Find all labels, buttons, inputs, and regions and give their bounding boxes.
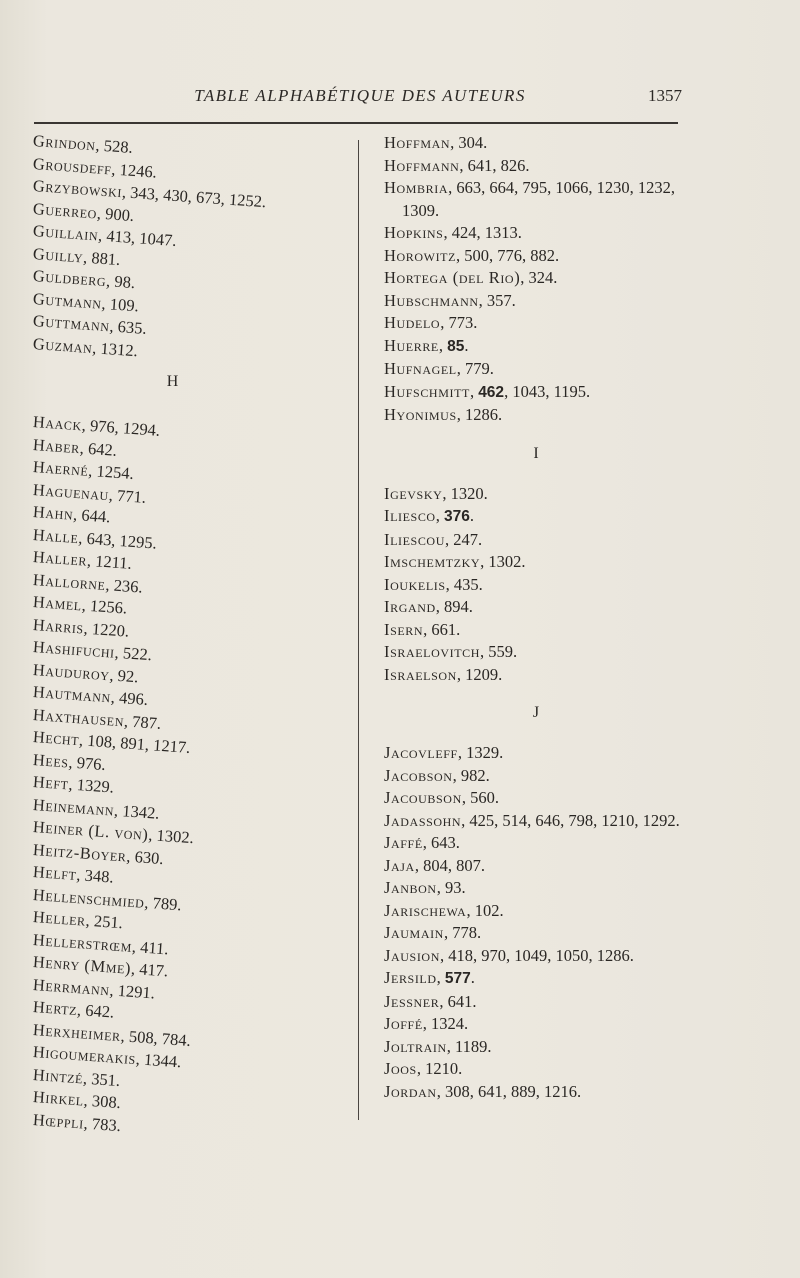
author-name: Hahn <box>32 502 74 524</box>
page-refs: 661. <box>431 619 461 639</box>
comma-separator: , <box>120 1025 130 1046</box>
bold-page-ref: 462 <box>478 383 505 401</box>
page-refs: 773. <box>448 313 478 332</box>
page-refs: 642. <box>84 1000 115 1022</box>
page-refs: 351. <box>90 1068 121 1090</box>
index-entry <box>384 967 699 991</box>
comma-separator: , <box>67 752 78 772</box>
author-name: Guzman <box>32 333 94 357</box>
running-title: TABLE ALPHABÉTIQUE DES AUTEURS <box>194 86 526 105</box>
author-name: Joltrain <box>384 1036 447 1056</box>
author-name: Hombria <box>384 178 449 197</box>
comma-separator: , <box>422 833 432 852</box>
index-entry <box>384 335 699 359</box>
h-entries-list <box>32 411 353 1135</box>
index-entry <box>384 312 699 335</box>
index-entry <box>384 596 699 619</box>
index-entry <box>384 922 699 945</box>
author-name: Horowitz <box>384 245 457 265</box>
page-refs: 1254. <box>95 461 135 484</box>
page-refs: 251. <box>93 911 124 933</box>
comma-separator: , <box>67 774 78 795</box>
index-entry <box>384 290 699 313</box>
page-refs: 641. <box>447 991 477 1011</box>
author-name: Helft <box>32 862 78 885</box>
comma-separator: , <box>123 710 133 731</box>
page-refs: 804, 807. <box>423 855 485 875</box>
comma-separator: , <box>414 855 424 875</box>
page-refs: 778. <box>452 923 482 942</box>
index-entry <box>384 619 699 642</box>
author-name: Jersild <box>384 968 437 987</box>
page-refs: 109. <box>109 293 140 315</box>
page-number: 1357 <box>648 86 682 105</box>
comma-separator: , <box>416 1059 426 1078</box>
page-refs: 1211. <box>94 551 133 573</box>
comma-separator: , <box>125 846 136 866</box>
index-entry <box>384 574 699 597</box>
section-letter-h: H <box>166 373 180 390</box>
comma-separator: , <box>452 765 461 785</box>
page-refs: 976. <box>76 752 107 774</box>
page-refs: 976, 1294. <box>89 416 161 440</box>
author-name: Grzybowski <box>32 176 123 202</box>
author-name: Hopkins <box>384 223 444 242</box>
author-name: Ioukelis <box>384 574 446 594</box>
author-name: Igevsky <box>384 483 443 503</box>
page-refs: 92. <box>117 665 140 686</box>
bold-page-ref: 85 <box>447 337 465 355</box>
page-refs: 982. <box>460 765 490 785</box>
comma-separator: , <box>97 225 108 246</box>
page-refs: 881. <box>90 247 121 269</box>
page-refs: 1342. <box>121 800 161 823</box>
author-name: Jaffé <box>384 833 423 852</box>
author-name: Haber <box>32 434 81 457</box>
author-name: Heinemann <box>32 794 115 820</box>
author-name: Jacoubson <box>384 788 462 807</box>
comma-separator: , <box>110 687 120 707</box>
page-refs: 108, 891, 1217. <box>86 730 191 757</box>
page-refs-after: . <box>469 506 474 525</box>
page-refs: 1324. <box>431 1014 469 1033</box>
author-name: Grousdeff <box>32 153 113 178</box>
page-refs-after: . <box>470 968 475 987</box>
author-name: Iliescou <box>384 529 445 549</box>
author-name: Haxthausen <box>32 704 125 730</box>
index-entry <box>384 505 699 529</box>
index-entry <box>384 155 699 178</box>
page-refs: 1329. <box>76 775 115 797</box>
author-name: Guttmann <box>32 311 111 336</box>
comma-separator: , <box>79 437 89 458</box>
author-name: Hintzé <box>32 1064 84 1087</box>
comma-separator: , <box>121 182 131 202</box>
page-refs: 435. <box>453 574 483 594</box>
comma-separator: , <box>113 800 124 820</box>
author-name: Heitz-Boyer <box>32 839 128 866</box>
index-entry <box>384 855 699 878</box>
running-header <box>0 86 800 110</box>
page-refs: 643. <box>431 833 460 852</box>
comma-separator: , <box>461 788 471 807</box>
author-name: Jacovleff <box>384 743 458 762</box>
author-name: Guerreo <box>32 198 98 222</box>
index-entry <box>384 832 699 855</box>
page-refs: 894. <box>444 597 473 616</box>
page-refs: 304. <box>458 133 488 152</box>
author-name: Heiner (L. von) <box>32 817 150 845</box>
author-name: Harris <box>32 614 85 638</box>
page-refs: 1256. <box>89 596 128 618</box>
page-refs: 236. <box>113 575 144 597</box>
index-entry <box>384 358 699 381</box>
comma-separator: , <box>87 460 98 481</box>
author-name: Hoffman <box>384 133 451 152</box>
page-refs: 247. <box>453 529 483 549</box>
index-entry <box>384 381 699 405</box>
author-name: Irgand <box>384 597 436 616</box>
page-refs: 663, 664, 795, 1066, 1230, 1232, 1309. <box>402 178 675 220</box>
comma-separator: , <box>108 979 119 1000</box>
comma-separator: , <box>435 597 445 616</box>
author-name: Jaumain <box>384 923 444 942</box>
author-name: Jadassohn <box>384 810 462 830</box>
page-refs: 1344. <box>143 1049 182 1072</box>
page-refs: 418, 970, 1049, 1050, 1286. <box>448 945 634 965</box>
index-entry <box>384 1058 699 1081</box>
page-refs: 787. <box>131 711 162 733</box>
i-entries-list <box>384 483 699 687</box>
page-refs: 522. <box>122 643 153 665</box>
comma-separator: , <box>105 271 116 291</box>
page-refs: 1291. <box>117 980 156 1002</box>
index-entry <box>384 765 699 788</box>
comma-separator: , <box>520 268 529 287</box>
author-name: Iliesco <box>384 506 436 525</box>
page-refs: 783. <box>91 1113 122 1135</box>
comma-separator: , <box>135 1049 145 1069</box>
page-refs-after: , 1043, 1195. <box>504 381 591 401</box>
comma-separator: , <box>108 664 119 685</box>
index-entry <box>384 742 699 765</box>
author-name: Hoffmann <box>384 155 460 175</box>
page-refs: 1302. <box>488 552 526 571</box>
page-refs: 413, 1047. <box>105 226 178 251</box>
page-refs: 1189. <box>455 1036 492 1056</box>
index-entry <box>384 222 699 245</box>
comma-separator: , <box>95 135 105 155</box>
author-name: Henry (Mme) <box>32 952 132 978</box>
page-refs: 630. <box>134 846 165 868</box>
page-refs: 1312. <box>99 338 139 360</box>
page-refs: 771. <box>116 485 147 507</box>
index-entry <box>384 529 699 552</box>
author-name: Haerné <box>32 457 90 480</box>
index-entry <box>384 245 699 268</box>
comma-separator: , <box>435 506 444 525</box>
author-name: Herxheimer <box>32 1019 122 1045</box>
author-name: Hœppli <box>32 1109 85 1133</box>
author-name: Jordan <box>384 1081 437 1101</box>
page-refs: 643, 1295. <box>86 528 158 553</box>
h-entries-continued-list <box>384 132 699 427</box>
page-refs: 641, 826. <box>467 155 530 175</box>
comma-separator: , <box>82 1068 92 1088</box>
author-name: Jacobson <box>384 765 453 785</box>
author-name: Hudelo <box>384 313 441 332</box>
index-entry <box>384 991 699 1014</box>
comma-separator: , <box>77 527 88 548</box>
author-name: Haguenau <box>32 479 110 504</box>
comma-separator: , <box>104 574 115 595</box>
index-entry <box>384 1036 699 1059</box>
left-column <box>32 130 353 1135</box>
index-entry <box>384 267 699 290</box>
author-name: Hortega (del Rio) <box>384 268 521 287</box>
comma-separator: , <box>456 359 465 378</box>
page-refs: 424, 1313. <box>451 223 522 242</box>
page-refs: 324. <box>528 268 558 287</box>
comma-separator: , <box>450 133 459 152</box>
comma-separator: , <box>480 642 489 661</box>
page-refs: 1246. <box>119 159 158 182</box>
comma-separator: , <box>439 945 449 965</box>
comma-separator: , <box>91 337 102 358</box>
page-refs: 642. <box>87 438 118 460</box>
author-name: Haack <box>32 412 83 435</box>
author-name: Hellenschmied <box>32 884 146 912</box>
comma-separator: , <box>130 958 141 979</box>
author-name: Guilly <box>32 243 84 266</box>
author-name: Hertz <box>32 997 78 1020</box>
author-name: Hallorne <box>32 569 107 594</box>
j-entries-list <box>384 742 699 1103</box>
page-refs: 1210. <box>425 1059 463 1078</box>
column-divider <box>358 140 359 1120</box>
page-refs: 1329. <box>466 743 504 762</box>
comma-separator: , <box>131 936 141 956</box>
author-name: Hubschmann <box>384 290 479 310</box>
page-refs: 308, 641, 889, 1216. <box>444 1081 582 1101</box>
comma-separator: , <box>423 619 432 639</box>
comma-separator: , <box>446 1036 456 1056</box>
comma-separator: , <box>82 247 93 267</box>
page-refs: 1286. <box>464 405 503 424</box>
author-name: Janbon <box>384 878 437 897</box>
author-name: Isern <box>384 619 424 639</box>
section-letter-j: J <box>532 704 541 721</box>
author-name: Hellerstrœm <box>32 929 133 956</box>
index-entry <box>384 641 699 664</box>
author-name: Haller <box>32 547 88 570</box>
page-refs: 900. <box>104 203 135 225</box>
comma-separator: , <box>114 642 124 663</box>
right-column <box>384 132 699 1103</box>
page-refs: 98. <box>113 271 136 293</box>
comma-separator: , <box>456 405 465 424</box>
page-refs: 644. <box>80 505 111 527</box>
comma-separator: , <box>76 1000 87 1020</box>
page-refs: 417. <box>138 959 169 981</box>
comma-separator: , <box>438 335 448 355</box>
comma-separator: , <box>436 1081 445 1101</box>
author-name: Hashifuchi <box>32 637 116 662</box>
page-refs: 308. <box>91 1091 122 1113</box>
index-entry <box>384 1013 699 1036</box>
comma-separator: , <box>81 415 91 435</box>
page-refs: 357. <box>486 290 516 310</box>
index-entry <box>384 483 699 506</box>
comma-separator: , <box>436 968 445 987</box>
index-entry <box>384 132 699 155</box>
index-entry <box>384 877 699 900</box>
author-name: Grindon <box>32 131 97 155</box>
comma-separator: , <box>457 743 467 762</box>
comma-separator: , <box>147 825 158 845</box>
header-rule <box>34 122 678 124</box>
g-entries-list <box>32 130 353 360</box>
author-name: Hautmann <box>32 682 112 707</box>
comma-separator: , <box>75 865 86 885</box>
author-name: Hees <box>32 749 70 771</box>
comma-separator: , <box>442 483 451 503</box>
comma-separator: , <box>443 923 453 942</box>
page-refs: 348. <box>84 865 115 887</box>
comma-separator: , <box>436 878 445 897</box>
comma-separator: , <box>110 159 121 179</box>
page-refs: 343, 430, 673, 1252. <box>129 182 267 212</box>
author-name: Hyonimus <box>384 405 457 424</box>
index-entry <box>384 1081 699 1104</box>
comma-separator: , <box>456 245 465 265</box>
author-name: Heft <box>32 772 70 794</box>
author-name: Herrmann <box>32 974 111 999</box>
comma-separator: , <box>448 178 457 197</box>
page-refs: 425, 514, 646, 798, 1210, 1292. <box>469 810 680 830</box>
index-entry <box>384 551 699 574</box>
comma-separator: , <box>459 155 468 175</box>
author-name: Huerre <box>384 335 439 355</box>
comma-separator: , <box>83 1113 93 1133</box>
author-name: Jaja <box>384 855 415 875</box>
comma-separator: , <box>83 618 93 638</box>
page-refs-after: . <box>464 335 469 355</box>
author-name: Hufnagel <box>384 359 457 378</box>
author-name: Hufschmitt <box>384 381 470 401</box>
comma-separator: , <box>85 910 95 931</box>
page-refs: 1320. <box>450 483 488 503</box>
comma-separator: , <box>440 313 449 332</box>
author-name: Joos <box>384 1059 417 1078</box>
index-entry <box>384 664 699 687</box>
page-refs: 1302. <box>156 825 195 848</box>
index-entry <box>384 404 699 427</box>
author-name: Israelovitch <box>384 642 481 661</box>
comma-separator: , <box>480 552 489 571</box>
comma-separator: , <box>143 892 154 912</box>
section-letter-i: I <box>533 444 540 462</box>
comma-separator: , <box>78 730 89 750</box>
author-name: Gutmann <box>32 288 103 313</box>
comma-separator: , <box>439 991 448 1011</box>
page-refs: 560. <box>470 788 499 807</box>
comma-separator: , <box>101 293 111 313</box>
author-name: Hecht <box>32 727 80 750</box>
author-name: Heller <box>32 907 87 930</box>
comma-separator: , <box>96 202 106 223</box>
comma-separator: , <box>456 664 466 684</box>
comma-separator: , <box>422 1014 432 1033</box>
author-name: Imschemtzky <box>384 552 481 571</box>
page-refs: 93. <box>444 878 466 897</box>
page-refs: 528. <box>103 135 134 157</box>
author-name: Hauduroy <box>32 659 111 684</box>
index-entry <box>384 810 699 833</box>
comma-separator: , <box>108 316 119 336</box>
page-refs: 411. <box>139 937 170 958</box>
bold-page-ref: 577 <box>444 970 471 987</box>
comma-separator: , <box>83 1090 93 1111</box>
comma-separator: , <box>72 504 83 525</box>
comma-separator: , <box>108 484 118 505</box>
author-name: Hirkel <box>32 1087 85 1110</box>
page-refs: 635. <box>117 316 148 338</box>
author-name: Guillain <box>32 221 99 245</box>
index-entry <box>384 900 699 923</box>
author-name: Halle <box>32 524 80 547</box>
page-refs: 500, 776, 882. <box>464 245 560 265</box>
author-name: Guldberg <box>32 266 107 291</box>
comma-separator: , <box>444 529 454 549</box>
page-refs: 1220. <box>91 618 130 641</box>
comma-separator: , <box>461 810 470 830</box>
author-name: Hamel <box>32 592 83 615</box>
comma-separator: , <box>466 900 475 920</box>
comma-separator: , <box>86 550 97 571</box>
page-refs: 102. <box>474 900 504 920</box>
index-entry <box>384 177 699 222</box>
comma-separator: , <box>81 595 91 615</box>
page-refs: 508, 784. <box>128 1026 192 1050</box>
comma-separator: , <box>469 381 479 401</box>
index-entry <box>384 787 699 810</box>
author-name: Jessner <box>384 991 440 1011</box>
page-refs: 1209. <box>465 664 503 684</box>
index-entry <box>384 945 699 968</box>
author-name: Higoumerakis <box>32 1042 137 1069</box>
author-name: Jausion <box>384 945 440 965</box>
page-refs: 789. <box>152 892 183 914</box>
page-refs: 559. <box>488 642 518 661</box>
bold-page-ref: 376 <box>443 508 470 525</box>
page-refs: 779. <box>464 359 494 378</box>
author-name: Israelson <box>384 664 457 684</box>
comma-separator: , <box>478 290 487 310</box>
comma-separator: , <box>445 574 454 594</box>
comma-separator: , <box>443 223 452 242</box>
author-name: Joffé <box>384 1014 423 1033</box>
author-name: Jarischewa <box>384 900 467 920</box>
page-refs: 496. <box>118 688 149 710</box>
